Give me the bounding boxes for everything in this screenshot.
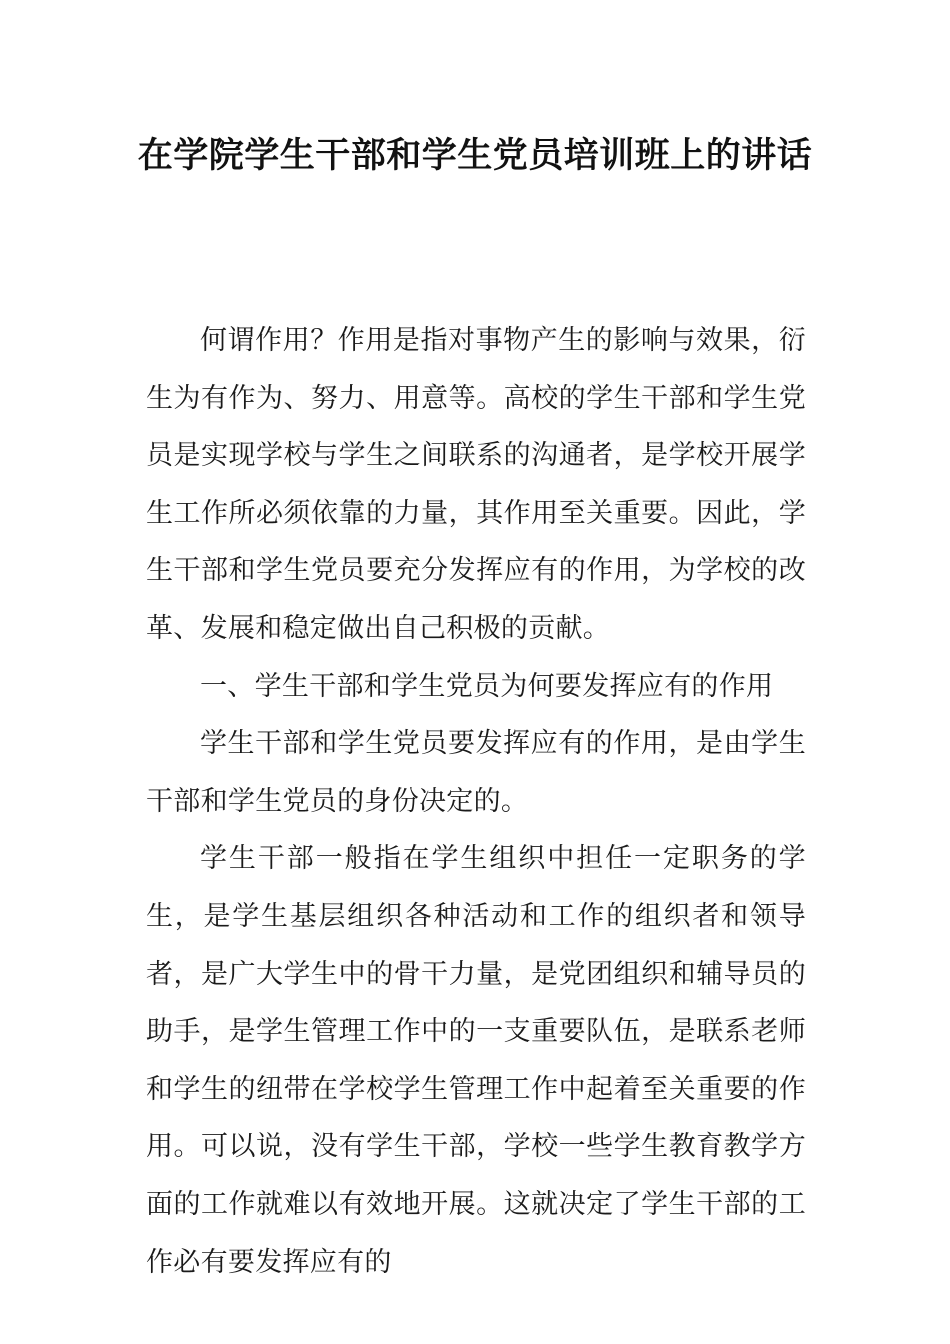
paragraph-intro: 何谓作用？作用是指对事物产生的影响与效果，衍生为有作为、努力、用意等。高校的学生干部和学生党员是实现学校与学生之间联系的沟通者，是学校开展学生工作所必须依靠的力量，其作用至关重要。因此，学生干部和学生党员要充分发挥应有的作用，为学校的改革、发展和稳定做出自己积极的贡献。	[146, 325, 806, 644]
document-body	[146, 312, 806, 1291]
document-title: 在学院学生干部和学生党员培训班上的讲话	[137, 136, 813, 176]
section-heading-1: 一、学生干部和学生党员为何要发挥应有的作用	[200, 670, 774, 702]
paragraph-student-cadre: 学生干部一般指在学生组织中担任一定职务的学生，是学生基层组织各种活动和工作的组织者和领导者，是广大学生中的骨干力量，是党团组织和辅导员的助手，是学生管理工作中的一支重要队伍，是联系老师和学生的纽带在学校学生管理工作中起着至关重要的作用。可以说，没有学生干部，学校一些学生教育教学方面的工作就难以有效地开展。这就决定了学生干部的工作必有要发挥应有的	[146, 843, 806, 1278]
paragraph-identity: 学生干部和学生党员要发挥应有的作用，是由学生干部和学生党员的身份决定的。	[146, 728, 806, 817]
